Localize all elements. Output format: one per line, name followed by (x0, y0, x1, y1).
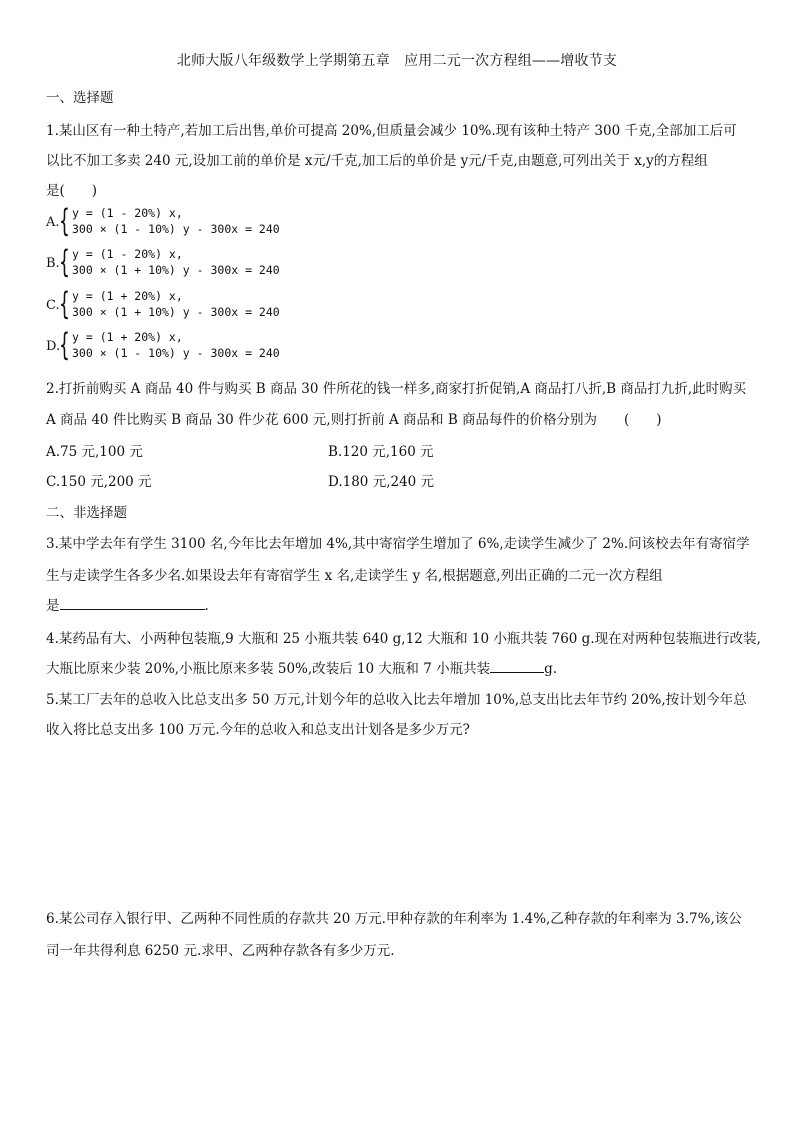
equation-1: y = (1 - 20%) x, (72, 247, 183, 261)
option-letter: D. (46, 339, 61, 354)
brace-icon: { (59, 244, 70, 280)
option-letter: A. (46, 215, 60, 230)
q1-line-1: 1.某山区有一种土特产,若加工后出售,单价可提高 20%,但质量会减少 10%.现有该种土特产 300 千克,全部加工后可 (46, 123, 737, 139)
q3-answer-blank[interactable] (60, 597, 205, 610)
q3-line-2: 生与走读学生各多少名.如果设去年有寄宿学生 x 名,走读学生 y 名,根据题意,列出正确的二元一次方程组 (46, 568, 663, 584)
q4-answer-blank[interactable] (490, 660, 544, 673)
section-heading-choice: 一、选择题 (46, 90, 114, 106)
option-letter: B. (46, 256, 60, 271)
q2-line-1: 2.打折前购买 A 商品 40 件与购买 B 商品 30 件所花的钱一样多,商家打折促销,A 商品打八折,B 商品打九折,此时购买 (46, 381, 747, 397)
q6-line-2: 司一年共得利息 6250 元.求甲、乙两种存款各有多少万元. (46, 943, 395, 959)
q1-line-3: 是( ) (46, 183, 98, 199)
page-title: 北师大版八年级数学上学期第五章 应用二元一次方程组——增收节支 (176, 53, 618, 69)
equation-1: y = (1 + 20%) x, (72, 330, 183, 344)
q5-line-2: 收入将比总支出多 100 万元.今年的总收入和总支出计划各是多少万元? (46, 722, 470, 738)
q2-option-b[interactable]: B.120 元,160 元 (328, 444, 434, 460)
q5-line-1: 5.某工厂去年的总收入比总支出多 50 万元,计划今年的总收入比去年增加 10%,总支出比去年节约 20%,按计划今年总 (46, 692, 747, 708)
equation-2: 300 × (1 - 10%) y - 300x = 240 (72, 346, 280, 360)
q3-suffix: . (204, 598, 209, 614)
q6-line-1: 6.某公司存入银行甲、乙两种不同性质的存款共 20 万元.甲种存款的年利率为 1.4%,乙种存款的年利率为 3.7%,该公 (46, 911, 742, 927)
q4-suffix: g. (544, 661, 558, 677)
equation-1: y = (1 - 20%) x, (72, 206, 183, 220)
q3-line-3 (46, 594, 209, 614)
q3-line-1: 3.某中学去年有学生 3100 名,今年比去年增加 4%,其中寄宿学生增加了 6%,走读学生减少了 2%.问该校去年有寄宿学 (46, 536, 750, 552)
brace-icon: { (59, 327, 70, 363)
section-heading-non-choice: 二、非选择题 (46, 505, 127, 521)
equation-2: 300 × (1 + 10%) y - 300x = 240 (72, 263, 280, 277)
equation-2: 300 × (1 + 10%) y - 300x = 240 (72, 305, 280, 319)
q1-line-2: 以比不加工多卖 240 元,设加工前的单价是 x元/千克,加工后的单价是 y元/千克,由题意,可列出关于 x,y的方程组 (46, 153, 708, 169)
brace-icon: { (59, 203, 70, 239)
option-letter: C. (46, 298, 60, 313)
q2-option-d[interactable]: D.180 元,240 元 (328, 474, 435, 490)
q4-prefix: 大瓶比原来少装 20%,小瓶比原来多装 50%,改装后 10 大瓶和 7 小瓶共装 (46, 661, 491, 677)
q2-option-c[interactable]: C.150 元,200 元 (46, 474, 152, 490)
q2-option-a[interactable]: A.75 元,100 元 (46, 444, 143, 460)
equation-2: 300 × (1 - 10%) y - 300x = 240 (72, 222, 280, 236)
brace-icon: { (59, 286, 70, 322)
q3-prefix: 是 (46, 598, 60, 614)
equation-1: y = (1 + 20%) x, (72, 289, 183, 303)
q4-line-1: 4.某药品有大、小两种包装瓶,9 大瓶和 25 小瓶共装 640 g,12 大瓶和 10 小瓶共装 760 g.现在对两种包装瓶进行改装, (46, 631, 761, 647)
q2-line-2: A 商品 40 件比购买 B 商品 30 件少花 600 元,则打折前 A 商品和 B 商品每件的价格分别为 ( ) (46, 412, 662, 428)
q4-line-2 (46, 657, 557, 677)
